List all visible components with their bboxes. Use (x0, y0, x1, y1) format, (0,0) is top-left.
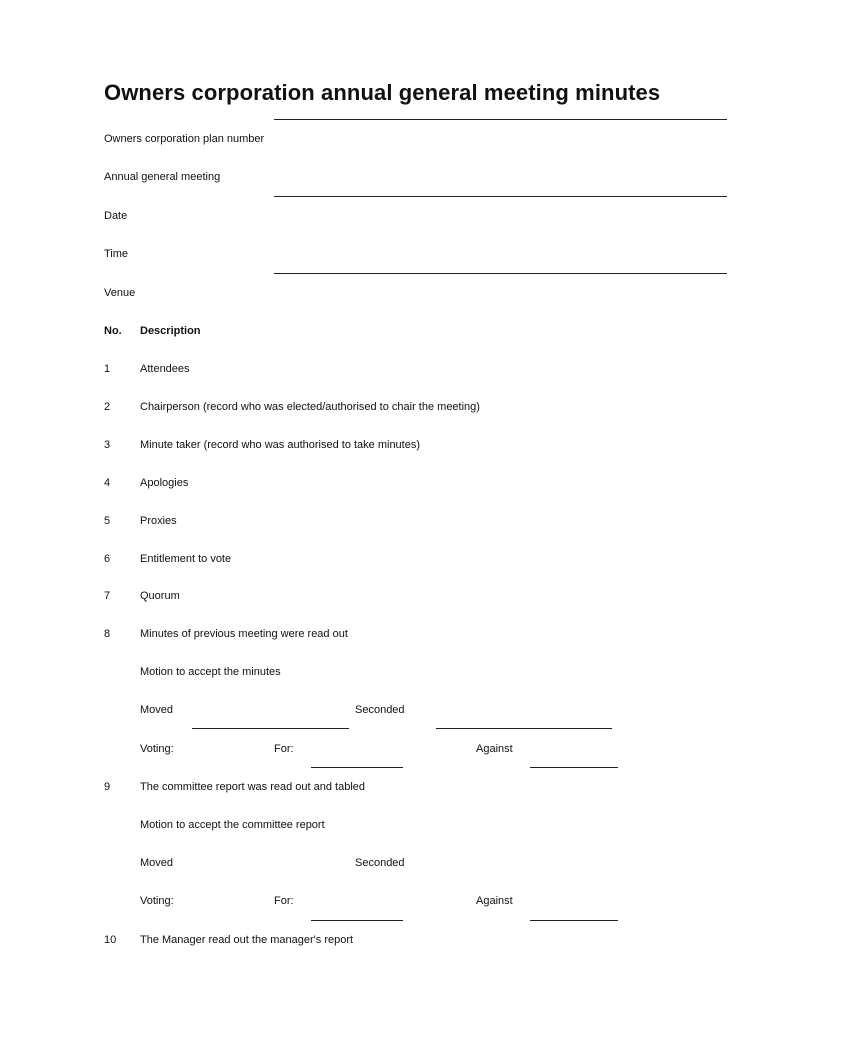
moved-label: Moved (140, 857, 174, 869)
plan-number-label: Owners corporation plan number (104, 133, 265, 145)
against-label: Against (476, 895, 513, 907)
seconded-label: Seconded (355, 857, 405, 869)
seconded-line[interactable] (436, 728, 612, 729)
agm-line[interactable] (274, 196, 727, 197)
item-description: The committee report was read out and tabled (140, 781, 366, 793)
against-label: Against (476, 743, 513, 755)
for-line[interactable] (311, 920, 403, 921)
date-label: Date (104, 210, 128, 222)
for-label: For: (274, 895, 294, 907)
against-line[interactable] (530, 920, 618, 921)
time-label: Time (104, 248, 129, 260)
page-title: Owners corporation annual general meeting minutes (104, 80, 661, 105)
venue-label: Venue (104, 287, 136, 299)
item-number: 5 (104, 515, 111, 527)
item-description: Minute taker (record who was authorised to take minutes) (140, 439, 421, 451)
motion-title: Motion to accept the minutes (140, 666, 281, 678)
item-number: 4 (104, 477, 111, 489)
item-description: Minutes of previous meeting were read out (140, 628, 348, 640)
item-number: 9 (104, 781, 111, 793)
against-line[interactable] (530, 767, 618, 768)
for-line[interactable] (311, 767, 403, 768)
voting-label: Voting: (140, 743, 174, 755)
for-label: For: (274, 743, 294, 755)
column-header-description: Description (140, 325, 201, 337)
item-number: 8 (104, 628, 111, 640)
moved-line[interactable] (192, 728, 349, 729)
item-number: 7 (104, 590, 111, 602)
plan-number-line[interactable] (274, 119, 727, 120)
item-description: Attendees (140, 363, 190, 375)
time-line[interactable] (274, 273, 727, 274)
item-description: Quorum (140, 590, 180, 602)
moved-label: Moved (140, 704, 174, 716)
item-description: Chairperson (record who was elected/authorised to chair the meeting) (140, 401, 480, 413)
item-number: 2 (104, 401, 111, 413)
item-number: 3 (104, 439, 111, 451)
voting-label: Voting: (140, 895, 174, 907)
motion-title: Motion to accept the committee report (140, 819, 325, 831)
item-description: Proxies (140, 515, 177, 527)
item-description: Apologies (140, 477, 189, 489)
item-description: The Manager read out the manager's report (140, 934, 354, 946)
item-number: 10 (104, 934, 117, 946)
seconded-label: Seconded (355, 704, 405, 716)
item-number: 6 (104, 553, 111, 565)
item-number: 1 (104, 363, 111, 375)
column-header-no: No. (104, 325, 122, 337)
agm-label: Annual general meeting (104, 171, 221, 183)
item-description: Entitlement to vote (140, 553, 232, 565)
